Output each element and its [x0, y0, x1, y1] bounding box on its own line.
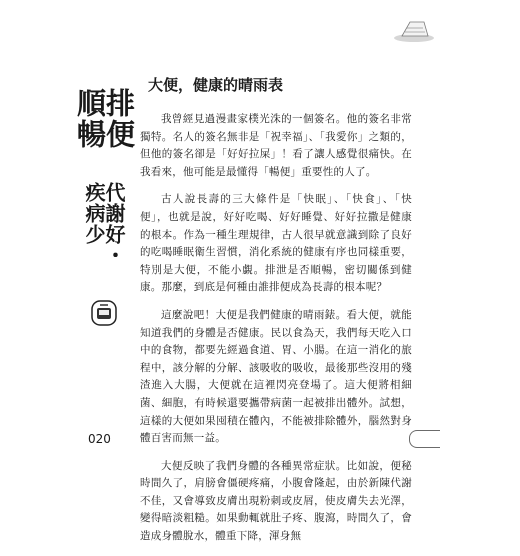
article — [140, 74, 412, 556]
page-edge-tab — [409, 430, 440, 448]
series-logo-icon — [91, 300, 117, 326]
paragraph-4: 大便反映了我們身體的各種異常症狀。比如說，便秘時間久了，肩膀會僵硬疼痛，小腹會隆起，由於新陳代謝不佳，又會導致皮膚出現粉刺或皮屑，使皮膚失去光澤，變得暗淡粗糙。如果動輒就肚子疼、腹瀉，時間久了，會造成身體脫水，體重下降，渾身無 — [140, 459, 412, 543]
stacked-books-icon — [392, 12, 436, 48]
book-title: 排便順暢 — [73, 88, 136, 150]
paragraph-1: 我曾經見過漫畫家樸光洙的一個簽名。他的簽名非常獨特。名人的簽名無非是「祝幸福」、「我愛你」之類的，但他的簽名卻是「好好拉屎」！看了讓人感覺很痛快。在我看來，他可能是最懂得「暢便」重要性的人了。 — [140, 113, 412, 178]
book-subtitle: 代謝好・疾病少 — [82, 181, 126, 266]
book-title-vertical — [73, 88, 136, 286]
paragraph-2: 古人說長壽的三大條件是「快眠」、「快食」、「快便」，也就是說，好好吃喝、好好睡覺、好好拉撒是健康的根本。作為一種生理規律，古人很早就意識到除了良好的吃喝睡眠衛生習慣，消化系統的健康有序也同樣重要，特別是大便，不能小覷。排泄是否順暢，密切關係到健康。那麼，到底是何種由誰排便成為長壽的根本呢？ — [140, 193, 412, 294]
article-headline: 大便，健康的晴雨表 — [148, 76, 284, 94]
paragraph-3: 這麼說吧！大便是我們健康的晴雨錶。看大便，就能知道我們的身體是否健康。民以食為天，我們每天吃入口中的食物，都要先經過食道、胃、小腸。在這一消化的旅程中，該分解的分解、該吸收的吸收，最後那些沒用的殘渣進入大腸，大便就在這裡閃亮登場了。這大便將相細菌、細胞，有時候還要攜帶病菌一起被排出體外。試想，這樣的大便如果囤積在體內，不能被排除體外，腦然對身體百害而無一益。 — [140, 308, 412, 445]
page-number: 020 — [88, 432, 111, 446]
